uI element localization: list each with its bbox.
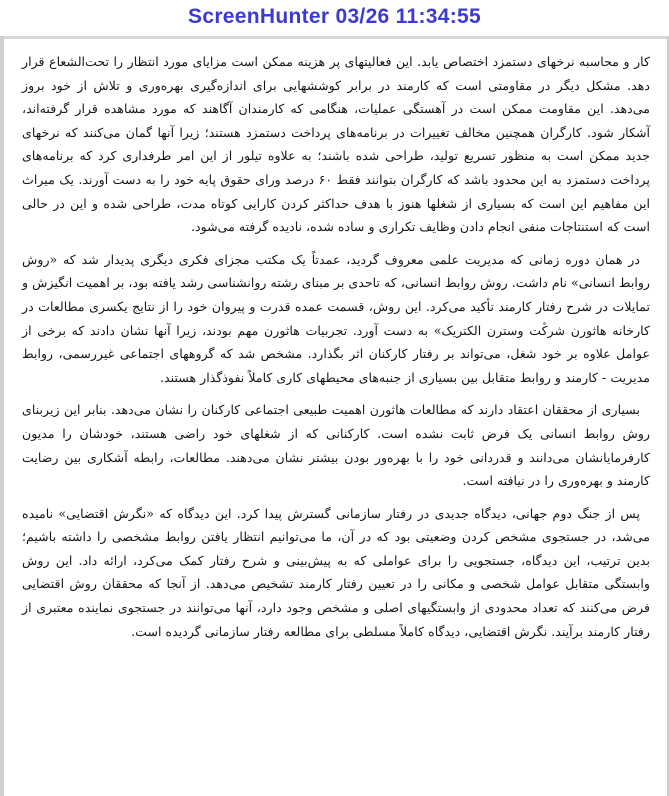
scan-left-border	[0, 36, 4, 796]
paragraph-3: بسیاری از محققان اعتقاد دارند که مطالعات هاثورن اهمیت طبیعی اجتماعی کارکنان را نشان می‌دهد. بنابر این زیربنای روش روابط انسانی یک فرض ثابت نشده است. کارکنانی که از شغلهای خود راضی هستند، خودشان را مدیون کارفرمایانشان می‌دانند و قدردانی خود را با بهره‌ور بودن بیشتر نشان می‌دهند. مطالعات، رابطه آشکاری بین رضایت کارمند و بهره‌وری را در نیافته است.	[22, 402, 650, 489]
screenhunter-timestamp-stamp: ScreenHunter 03/26 11:34:55	[188, 5, 481, 28]
paragraph-1: کار و محاسبه نرخهای دستمزد اختصاص یابد. این فعالیتهای پر هزینه ممکن است مزایای مورد انتظار را تحت‌الشعاع قرار دهد. مشکل دیگر در مقاومتی است که کارمند در برابر کوششهایی برای اندازه‌گیری بهره‌وری و تلاش از خود بروز می‌دهد. این مقاومت ممکن است در آهستگی عملیات، هنگامی که کارمندان آگاهند که مورد مشاهده قرار گرفته‌اند، آشکار شود. کارگران همچنین مخالف تغییرات در برنامه‌های پرداخت دستمزد هستند؛ زیرا آنها گمان می‌کنند که نرخهای جدید ممکن است به منظور تسریع تولید، طراحی شده باشند؛ به علاوه تیلور از این امر طرفداری کرد که برنامه‌های پرداخت دستمزد به این محدود باشد که کارگران بتوانند فقط ۶۰ درصد ورای حقوق پایه خود را به دست آورند. یک میراث این مفاهیم این است که بسیاری از شغلها هنوز با هدف حداکثر کردن کارایی کوتاه مدت، طراحی شده و این در حالی است که استنتاجات منفی انجام دادن وظایف تکراری و ساده شده، نادیده گرفته می‌شود.	[22, 54, 650, 235]
paragraph-2: در همان دوره زمانی که مدیریت علمی معروف گردید، عمدتاً یک مکتب مجزای فکری دیگری پدیدار شد که «روش روابط انسانی» نام داشت. روش روابط انسانی، که تاحدی بر مبنای رشته روانشناسی رشد یافته بود، بر اهمیت انگیزش و تمایلات در شرح رفتار کارمند تأکید می‌کرد. این روش، قسمت عمده قدرت و پیروان خود را از نتایج یکسری مطالعات در کارخانه هاثورن شرکت وسترن الکتریک» به دست آورد. تجربیات هاثورن مهم بودند، زیرا آنها نشان دادند که برخی از عوامل علاوه بر خود شغل، می‌تواند بر رفتار کارکنان اثر بگذارد. مشخص شد که گروههای اجتماعی غیررسمی، روابط مدیریت - کارمند و روابط متقابل بین بسیاری از جنبه‌های محیطهای کاری کاملاً نفوذگذار هستند.	[22, 251, 650, 385]
paragraph-4: پس از جنگ دوم جهانی، دیدگاه جدیدی در رفتار سازمانی گسترش پیدا کرد. این دیدگاه که «نگرش اقتضایی» نامیده می‌شد، در جستجوی مشخص کردن وضعیتی بود که در آن، ما می‌توانیم انتظار یافتن روابط مشخصی را داشته باشیم؛ بدین ترتیب، این دیدگاه، جستجویی را برای عواملی که به پیش‌بینی و شرح رفتار کمک می‌کرد، ارائه داد. این روش وابستگی متقابل عوامل شخصی و مکانی را در تعیین رفتار کارمند تشخیص می‌دهد. از آنجا که محققان روش اقتضایی فرض می‌کنند که تعداد محدودی از وابستگیهای اصلی و مشخص وجود دارد، آنها می‌توانند در جستجوی نماینده معتبری از رفتار کارمند برآیند. نگرش اقتضایی، دیدگاه کاملاً مسلطی برای مطالعه رفتار سازمانی گردیده است.	[22, 505, 650, 639]
document-page	[22, 50, 650, 643]
scan-top-border	[0, 36, 669, 39]
